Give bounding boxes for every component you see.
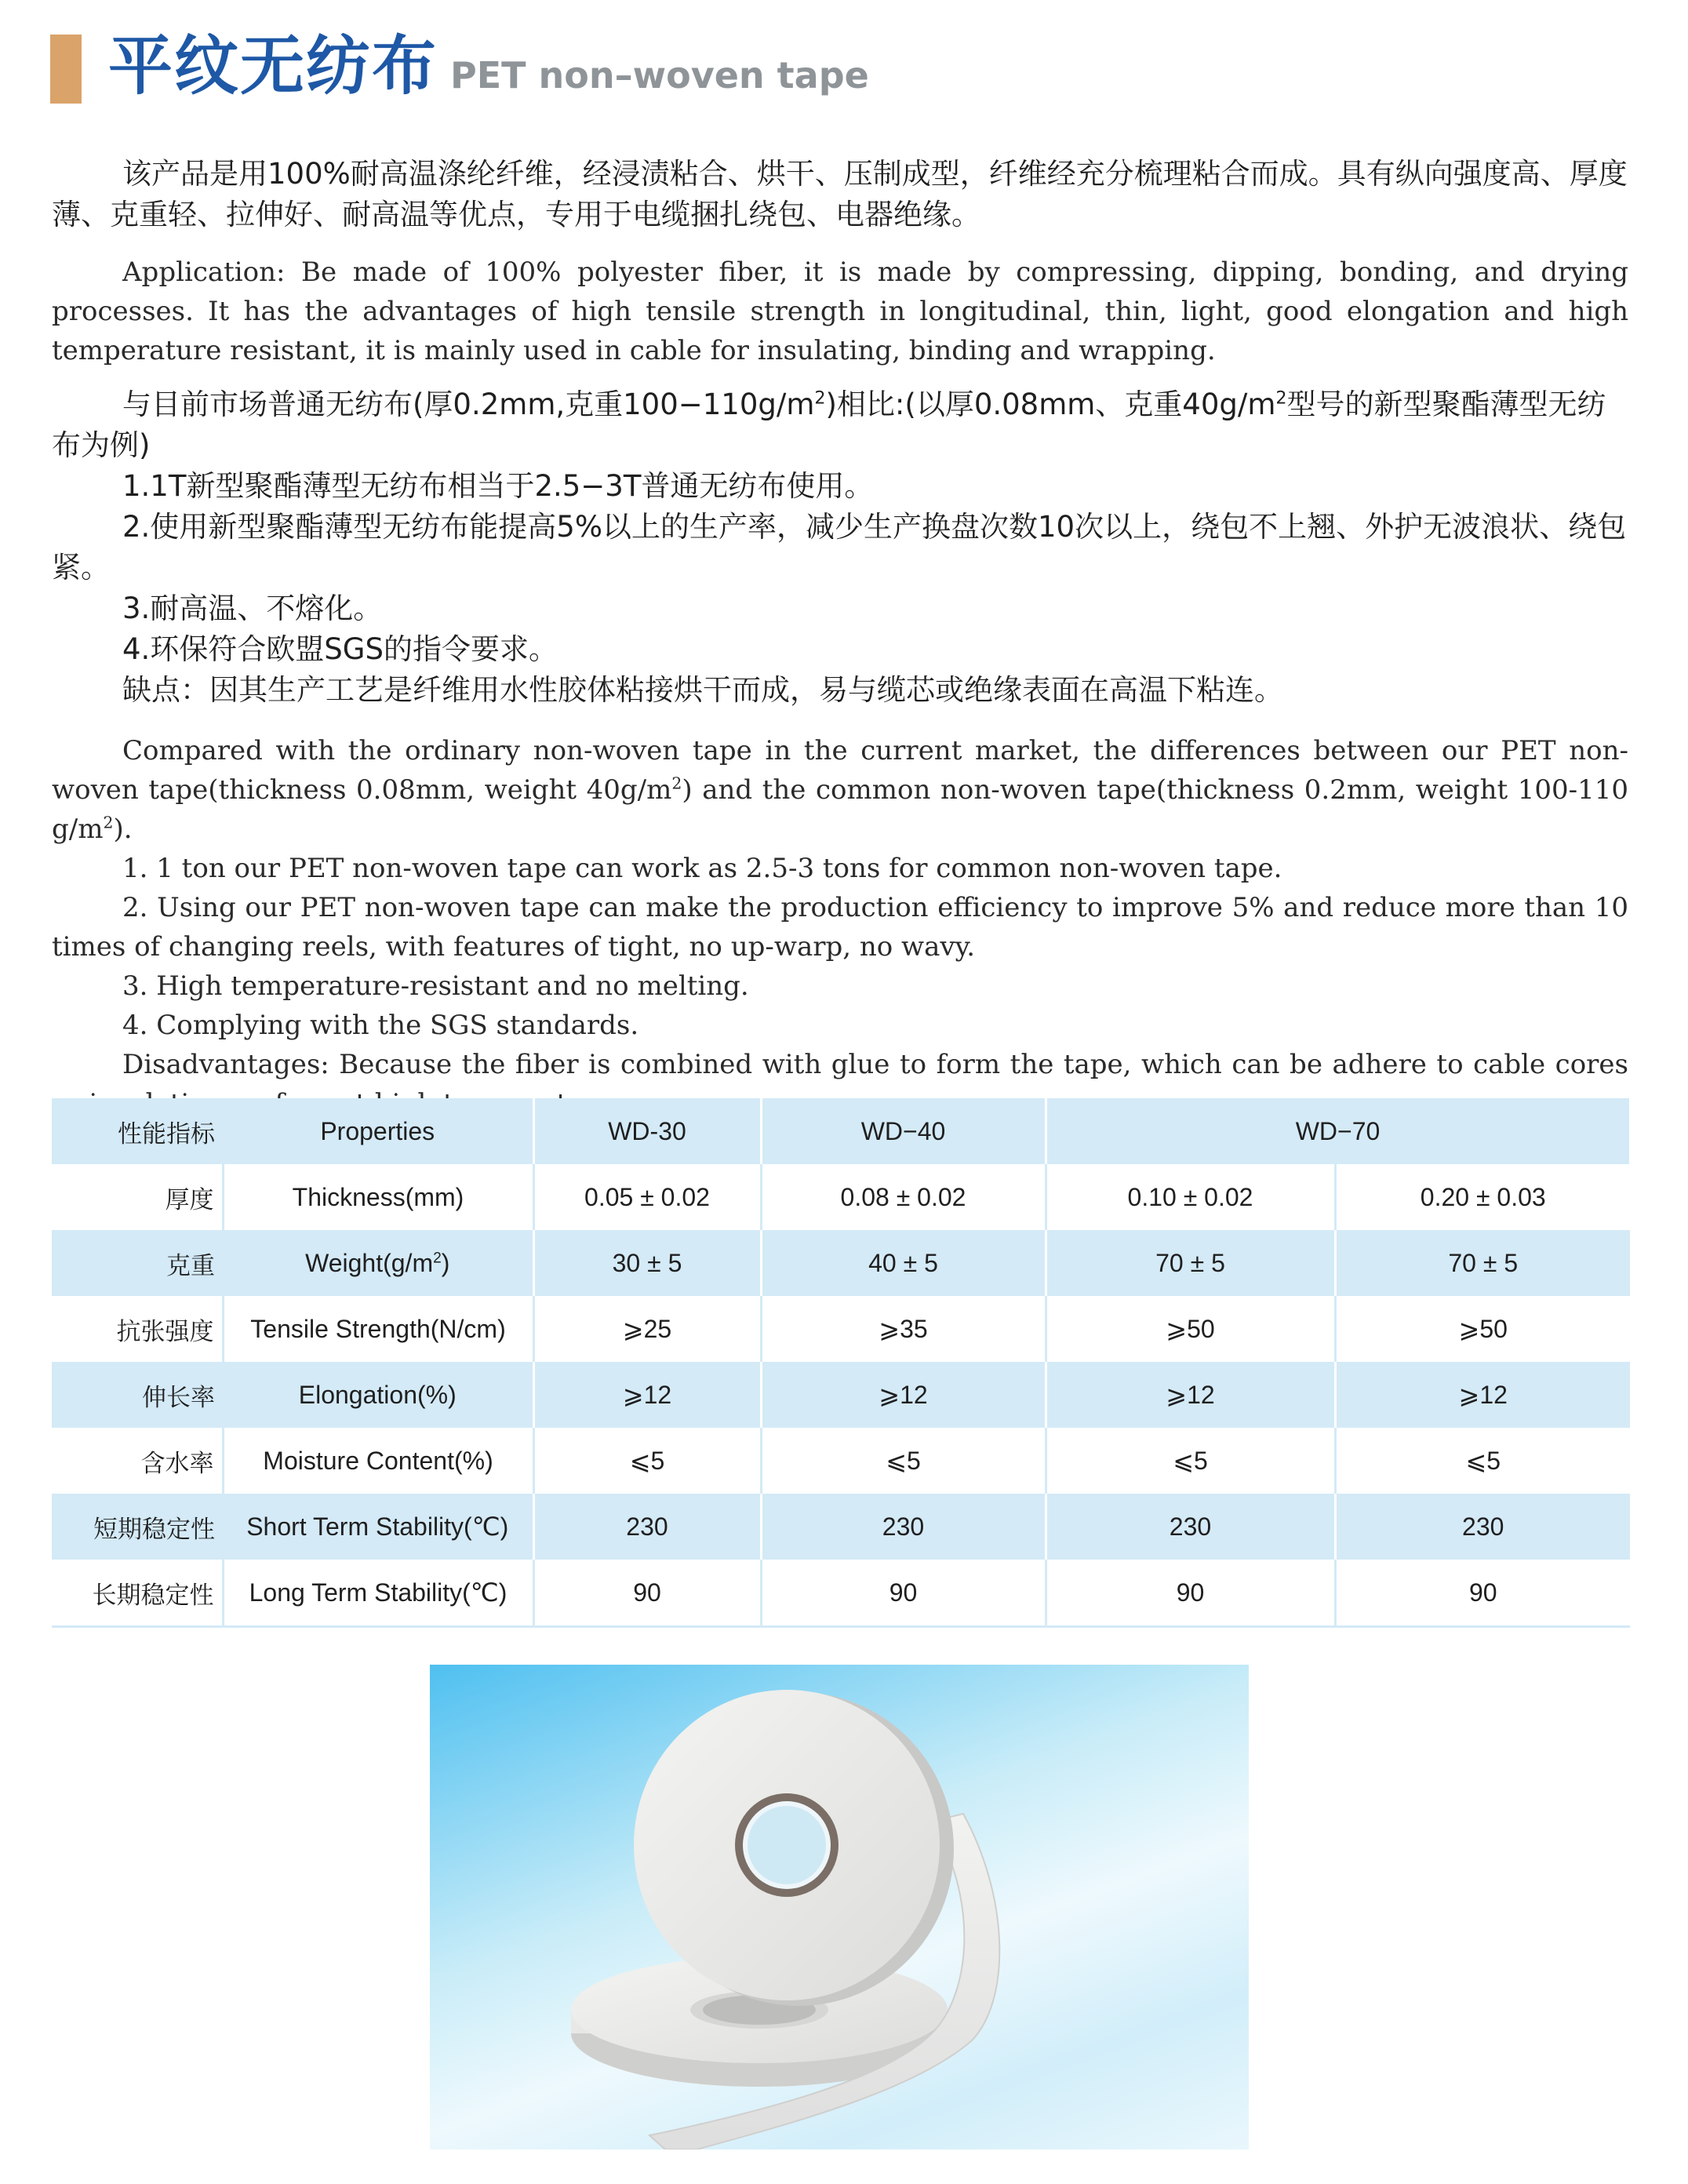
cell-value: 230	[533, 1494, 761, 1560]
cell-value: ⩽5	[1335, 1428, 1630, 1494]
row-label-cn: 伸长率	[52, 1362, 223, 1428]
comparison-cn-lead-sup-b: 2	[1275, 388, 1287, 409]
page-title-en: PET non–woven tape	[450, 54, 869, 96]
table-row	[52, 1164, 1630, 1230]
comparison-en-point-3: 3. High temperature-resistant and no melting.	[122, 970, 749, 1002]
comparison-en-point-2: 2. Using our PET non-woven tape can make the production efficiency to improve 5% and reduce more than 10 times of changing reels, with features of tight, no up-warp, no wavy.	[52, 892, 1628, 963]
row-label-en: Short Term Stability(℃)	[223, 1494, 533, 1560]
table-row	[52, 1494, 1630, 1560]
cell-value: 0.08 ± 0.02	[761, 1164, 1046, 1230]
comparison-cn-lead-sup-a: 2	[814, 388, 826, 409]
intro-en-paragraph: Application: Be made of 100% polyester fiber, it is made by compressing, dipping, bonding, and drying processes. It has the advantages of high tensile strength in longitudinal, thin, light, good elongation and high temperature resistant, it is mainly used in cable for insulating, binding and wrapping.	[52, 257, 1628, 366]
cell-value: 90	[1046, 1560, 1335, 1627]
tape-roll-illustration	[430, 1665, 1249, 2149]
cell-value: 30 ± 5	[533, 1230, 761, 1296]
comparison-cn-lead	[52, 384, 1628, 466]
table-row	[52, 1428, 1630, 1494]
comparison-en-lead-part-b: ) and the common non-woven tape(thickness 0.2mm, weight 100-110 g/m	[52, 774, 1628, 845]
cell-value: 70 ± 5	[1046, 1230, 1335, 1296]
row-label-en-text: Weight(g/m	[305, 1248, 434, 1277]
comparison-cn-point-3: 3.耐高温、不熔化。	[122, 592, 383, 625]
row-label-en-sup: 2	[433, 1249, 442, 1266]
cell-value: ⩾50	[1335, 1296, 1630, 1362]
header-col-wd70: WD−70	[1046, 1098, 1630, 1164]
row-label-en: Thickness(mm)	[223, 1164, 533, 1230]
cell-value: 230	[761, 1494, 1046, 1560]
cell-value: 40 ± 5	[761, 1230, 1046, 1296]
row-label-en: Moisture Content(%)	[223, 1428, 533, 1494]
comparison-en-point-1: 1. 1 ton our PET non-woven tape can work as 2.5-3 tons for common non-woven tape.	[122, 853, 1282, 884]
comparison-en-lead-sup-a: 2	[671, 774, 682, 793]
cell-value: 70 ± 5	[1335, 1230, 1630, 1296]
cell-value: ⩾25	[533, 1296, 761, 1362]
table-row	[52, 1362, 1630, 1428]
intro-cn-paragraph: 该产品是用100%耐高温涤纶纤维，经浸渍粘合、烘干、压制成型，纤维经充分梳理粘合而成。具有纵向强度高、厚度薄、克重轻、拉伸好、耐高温等优点，专用于电缆捆扎绕包、电器绝缘。	[52, 157, 1628, 231]
cell-value: ⩽5	[1046, 1428, 1335, 1494]
comparison-en-lead	[52, 731, 1628, 849]
cell-value: 230	[1335, 1494, 1630, 1560]
cell-value: ⩾35	[761, 1296, 1046, 1362]
spec-table	[52, 1098, 1632, 1628]
product-photo	[430, 1665, 1249, 2149]
comparison-cn-lead-part-b: )相比:(以厚0.08mm、克重40g/m	[825, 388, 1276, 421]
comparison-en-lead-part-c: ).	[113, 814, 133, 845]
row-label-cn: 克重	[52, 1230, 223, 1296]
comparison-cn-point-4: 4.环保符合欧盟SGS的指令要求。	[122, 632, 558, 666]
table-row	[52, 1230, 1630, 1296]
cell-value: 0.10 ± 0.02	[1046, 1164, 1335, 1230]
cell-value: ⩾12	[761, 1362, 1046, 1428]
comparison-cn-block	[52, 384, 1628, 711]
table-row	[52, 1560, 1630, 1627]
cell-value: 230	[1046, 1494, 1335, 1560]
comparison-cn-lead-part-a: 与目前市场普通无纺布(厚0.2mm,克重100−110g/m	[122, 388, 815, 421]
cell-value: ⩽5	[533, 1428, 761, 1494]
table-row	[52, 1296, 1630, 1362]
comparison-en-lead-sup-b: 2	[103, 813, 114, 832]
comparison-en-disadvantage: Disadvantages: Because the fiber is combined with glue to form the tape, which can be adhere to cable cores	[122, 1049, 1628, 1080]
header-label-cn: 性能指标	[52, 1098, 223, 1164]
cell-value: ⩾12	[1046, 1362, 1335, 1428]
comparison-en-lead-part-a: Compared with the ordinary non-woven tape in the current market, the differences between our PET non-woven tape(thickness 0.08mm, weight 40g/m	[52, 735, 1628, 806]
cell-value: 0.20 ± 0.03	[1335, 1164, 1630, 1230]
cell-value: 90	[1335, 1560, 1630, 1627]
row-label-cn: 短期稳定性	[52, 1494, 223, 1560]
comparison-cn-point-1: 1.1T新型聚酯薄型无纺布相当于2.5−3T普通无纺布使用。	[122, 469, 874, 503]
row-label-cn: 厚度	[52, 1164, 223, 1230]
row-label-en: Long Term Stability(℃)	[223, 1560, 533, 1627]
cell-value: ⩾12	[1335, 1362, 1630, 1428]
comparison-cn-point-2: 2.使用新型聚酯薄型无纺布能提高5%以上的生产率，减少生产换盘次数10次以上，绕包不上翘、外护无波浪状、绕包紧。	[52, 510, 1627, 584]
cell-value: ⩽5	[761, 1428, 1046, 1494]
header-label-en: Properties	[223, 1098, 533, 1164]
header-col-wd30: WD-30	[533, 1098, 761, 1164]
row-label-cn: 抗张强度	[52, 1296, 223, 1362]
cell-value: 90	[761, 1560, 1046, 1627]
title-accent-bar	[50, 35, 82, 104]
comparison-cn-disadvantage: 缺点：因其生产工艺是纤维用水性胶体粘接烘干而成，易与缆芯或绝缘表面在高温下粘连。	[122, 673, 1283, 707]
row-label-cn: 长期稳定性	[52, 1560, 223, 1627]
row-label-en-tail: )	[441, 1248, 450, 1277]
comparison-en-block	[52, 731, 1628, 1123]
row-label-en: Elongation(%)	[223, 1362, 533, 1428]
intro-cn-block	[52, 154, 1628, 235]
upright-tape-roll	[634, 1690, 954, 2006]
cell-value: 0.05 ± 0.02	[533, 1164, 761, 1230]
page-title-cn: 平纹无纺布	[108, 29, 438, 104]
table-header-row	[52, 1098, 1630, 1164]
cell-value: ⩾50	[1046, 1296, 1335, 1362]
row-label-en: Tensile Strength(N/cm)	[223, 1296, 533, 1362]
cell-value: ⩾12	[533, 1362, 761, 1428]
header-col-wd40: WD−40	[761, 1098, 1046, 1164]
row-label-cn: 含水率	[52, 1428, 223, 1494]
comparison-cn-lead-part-c: 型号的新型聚酯薄型无纺布为例)	[52, 388, 1606, 462]
row-label-en	[223, 1230, 533, 1296]
comparison-en-point-4: 4. Complying with the SGS standards.	[122, 1010, 639, 1041]
cell-value: 90	[533, 1560, 761, 1627]
intro-en-block	[52, 253, 1628, 370]
